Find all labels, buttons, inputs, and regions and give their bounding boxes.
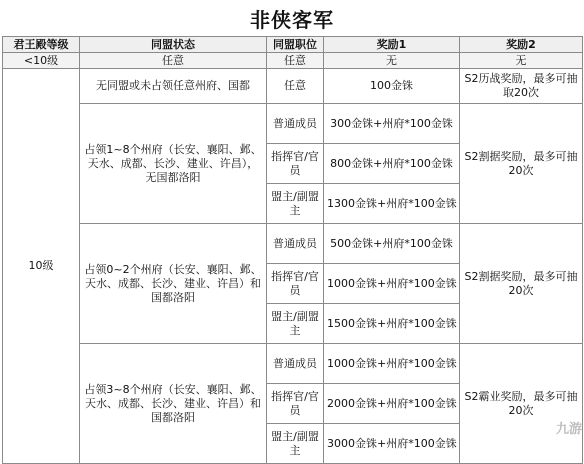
table-row: [3, 224, 583, 264]
cell-position: 盟主/副盟主: [267, 304, 324, 344]
header-reward1: 奖励1: [324, 37, 460, 53]
cell-status: 占领3~8个州府（长安、襄阳、邺、天水、成都、长沙、建业、许昌）和国都洛阳: [80, 344, 267, 464]
cell-position: 普通成员: [267, 104, 324, 144]
page-title: 非侠客军: [250, 7, 334, 32]
reward-table: [2, 36, 583, 464]
cell-level: <10级: [3, 53, 80, 69]
table-row: [3, 69, 583, 104]
cell-reward1: 100金铢: [324, 69, 460, 104]
cell-reward1: 2000金铢+州府*100金铢: [324, 384, 460, 424]
header-level: 君王殿等级: [3, 37, 80, 53]
cell-reward1: 1000金铢+州府*100金铢: [324, 264, 460, 304]
cell-position: 任意: [267, 69, 324, 104]
cell-position: 指挥官/官员: [267, 264, 324, 304]
cell-reward1: 800金铢+州府*100金铢: [324, 144, 460, 184]
cell-position: 盟主/副盟主: [267, 184, 324, 224]
table-row: [3, 344, 583, 384]
cell-reward1: 300金铢+州府*100金铢: [324, 104, 460, 144]
cell-status: 无同盟或未占领任意州府、国都: [80, 69, 267, 104]
cell-position: 任意: [267, 53, 324, 69]
cell-reward1: 1000金铢+州府*100金铢: [324, 344, 460, 384]
cell-position: 指挥官/官员: [267, 384, 324, 424]
cell-reward2: S2割据奖励，最多可抽20次: [460, 104, 583, 224]
cell-reward2: 无: [460, 53, 583, 69]
cell-reward1: 无: [324, 53, 460, 69]
cell-reward1: 500金铢+州府*100金铢: [324, 224, 460, 264]
cell-reward2: S2霸业奖励，最多可抽20次: [460, 344, 583, 464]
cell-position: 指挥官/官员: [267, 144, 324, 184]
cell-position: 盟主/副盟主: [267, 424, 324, 464]
cell-position: 普通成员: [267, 224, 324, 264]
cell-reward2: S2历战奖励，最多可抽取20次: [460, 69, 583, 104]
table-row: [3, 104, 583, 144]
table-row: [3, 53, 583, 69]
cell-reward2: S2割据奖励，最多可抽20次: [460, 224, 583, 344]
cell-reward1: 3000金铢+州府*100金铢: [324, 424, 460, 464]
header-reward2: 奖励2: [460, 37, 583, 53]
cell-reward1: 1300金铢+州府*100金铢: [324, 184, 460, 224]
watermark-logo: 九游: [555, 422, 582, 437]
cell-status: 任意: [80, 53, 267, 69]
cell-status: 占领0~2个州府（长安、襄阳、邺、天水、成都、长沙、建业、许昌）和国都洛阳: [80, 224, 267, 344]
header-position: 同盟职位: [267, 37, 324, 53]
header-status: 同盟状态: [80, 37, 267, 53]
cell-level-10: 10级: [3, 69, 80, 464]
table-header-row: [3, 37, 583, 53]
cell-reward1: 1500金铢+州府*100金铢: [324, 304, 460, 344]
cell-position: 普通成员: [267, 344, 324, 384]
cell-status: 占领1~8个州府（长安、襄阳、邺、天水、成都、长沙、建业、许昌），无国都洛阳: [80, 104, 267, 224]
